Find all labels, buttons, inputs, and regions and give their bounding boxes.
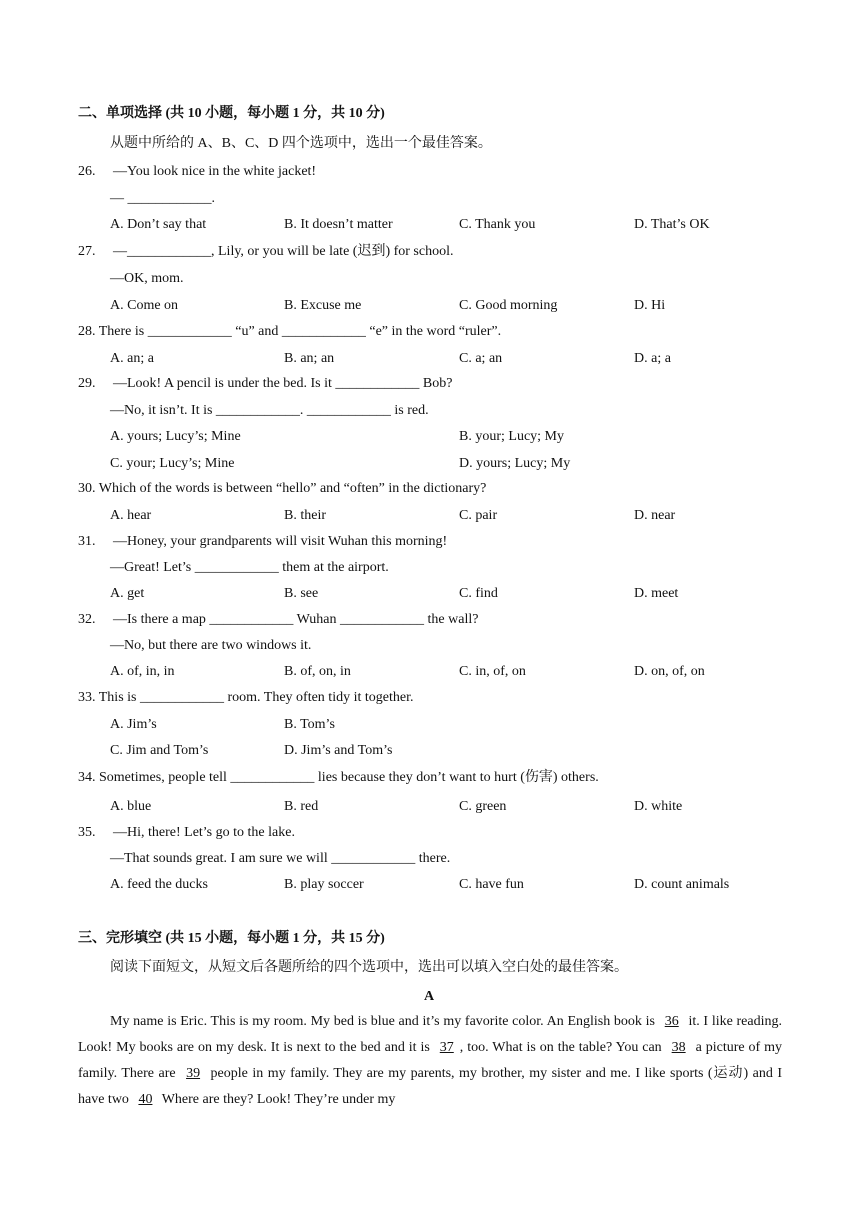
q32-option-a: A. of, in, in (110, 664, 175, 679)
blank-40: 40 (138, 1092, 153, 1107)
cloze-passage (78, 1009, 782, 1113)
q27-option-d: D. Hi (634, 298, 666, 313)
q27-option-a: A. Come on (110, 298, 179, 313)
q33-option-a: A. Jim’s (110, 717, 157, 732)
section3-instruction: 阅读下面短文，从短文后各题所给的四个选项中，选出可以填入空白处的最佳答案。 (110, 960, 628, 975)
passage-text-3: , too. What is on the table? You can (459, 1040, 662, 1055)
question-28: 28. There is ____________ “u” and ____________ “e” in the word “ruler”. (78, 324, 502, 339)
q32-option-c: C. in, of, on (459, 664, 526, 679)
question-26-reply: — ____________. (110, 191, 215, 206)
q26-option-b: B. It doesn’t matter (284, 217, 393, 232)
q31-option-c: C. find (459, 586, 498, 601)
section3-heading: 三、完形填空 (共 15 小题，每小题 1 分，共 15 分) (78, 931, 385, 946)
q29-option-a: A. yours; Lucy’s; Mine (110, 429, 241, 444)
q26-option-d: D. That’s OK (634, 217, 710, 232)
question-32: 32. —Is there a map ____________ Wuhan ____________ the wall? (78, 612, 479, 627)
q30-option-b: B. their (284, 508, 326, 523)
section2-instruction: 从题中所给的 A、B、C、D 四个选项中，选出一个最佳答案。 (110, 136, 492, 151)
question-26: 26. —You look nice in the white jacket! (78, 164, 317, 179)
question-32-reply: —No, but there are two windows it. (110, 638, 312, 653)
passage-text-4: a picture of my family. There are (78, 1040, 783, 1081)
q32-option-b: B. of, on, in (284, 664, 351, 679)
question-27-reply: —OK, mom. (110, 271, 184, 286)
passage-text-1: My name is Eric. This is my room. My bed is blue and it’s my favorite color. An English book is (110, 1014, 655, 1029)
question-27: 27. —____________, Lily, or you will be late (迟到) for school. (78, 244, 454, 259)
q30-option-a: A. hear (110, 508, 152, 523)
q35-option-c: C. have fun (459, 877, 524, 892)
q29-option-d: D. yours; Lucy; My (459, 456, 571, 471)
q29-option-b: B. your; Lucy; My (459, 429, 564, 444)
q27-option-c: C. Good morning (459, 298, 558, 313)
passage-text-6: Where are they? Look! They’re under my (161, 1092, 396, 1107)
q35-option-b: B. play soccer (284, 877, 364, 892)
question-29: 29. —Look! A pencil is under the bed. Is it ____________ Bob? (78, 376, 453, 391)
q35-option-d: D. count animals (634, 877, 730, 892)
q28-option-b: B. an; an (284, 351, 335, 366)
question-33: 33. This is ____________ room. They often tidy it together. (78, 690, 414, 705)
q26-option-c: C. Thank you (459, 217, 536, 232)
q34-option-c: C. green (459, 799, 507, 814)
q33-option-d: D. Jim’s and Tom’s (284, 743, 393, 758)
question-30: 30. Which of the words is between “hello” and “often” in the dictionary? (78, 481, 487, 496)
q29-option-c: C. your; Lucy’s; Mine (110, 456, 235, 471)
q28-option-c: C. a; an (459, 351, 503, 366)
q35-option-a: A. feed the ducks (110, 877, 208, 892)
q32-option-d: D. on, of, on (634, 664, 705, 679)
q34-option-a: A. blue (110, 799, 152, 814)
q31-option-d: D. meet (634, 586, 679, 601)
q28-option-a: A. an; a (110, 351, 154, 366)
q34-option-b: B. red (284, 799, 319, 814)
question-35-reply: —That sounds great. I am sure we will ____________ there. (110, 851, 451, 866)
blank-36: 36 (664, 1014, 679, 1029)
question-31-reply: —Great! Let’s ____________ them at the airport. (110, 560, 389, 575)
question-35: 35. —Hi, there! Let’s go to the lake. (78, 825, 295, 840)
question-34: 34. Sometimes, people tell ____________ lies because they don’t want to hurt (伤害) others. (78, 770, 599, 785)
passage-text-2: it. I like reading. Look! My books are on my desk. It is next to the bed and it is (78, 1014, 783, 1055)
q31-option-a: A. get (110, 586, 145, 601)
q31-option-b: B. see (284, 586, 319, 601)
question-29-reply: —No, it isn’t. It is ____________. ____________ is red. (110, 403, 429, 418)
q26-option-a: A. Don’t say that (110, 217, 207, 232)
q27-option-b: B. Excuse me (284, 298, 362, 313)
q33-option-b: B. Tom’s (284, 717, 335, 732)
q30-option-c: C. pair (459, 508, 498, 523)
q34-option-d: D. white (634, 799, 683, 814)
q28-option-d: D. a; a (634, 351, 671, 366)
passage-text-5: people in my family. They are my parents, my brother, my sister and me. I like sports (运动) and I have two (78, 1066, 783, 1107)
passage-label: A (424, 989, 435, 1004)
q30-option-d: D. near (634, 508, 676, 523)
blank-38: 38 (671, 1040, 686, 1055)
section2-heading: 二、单项选择 (共 10 小题，每小题 1 分，共 10 分) (78, 106, 385, 121)
question-31: 31. —Honey, your grandparents will visit Wuhan this morning! (78, 534, 448, 549)
blank-39: 39 (186, 1066, 201, 1081)
q33-option-c: C. Jim and Tom’s (110, 743, 209, 758)
blank-37: 37 (439, 1040, 454, 1055)
